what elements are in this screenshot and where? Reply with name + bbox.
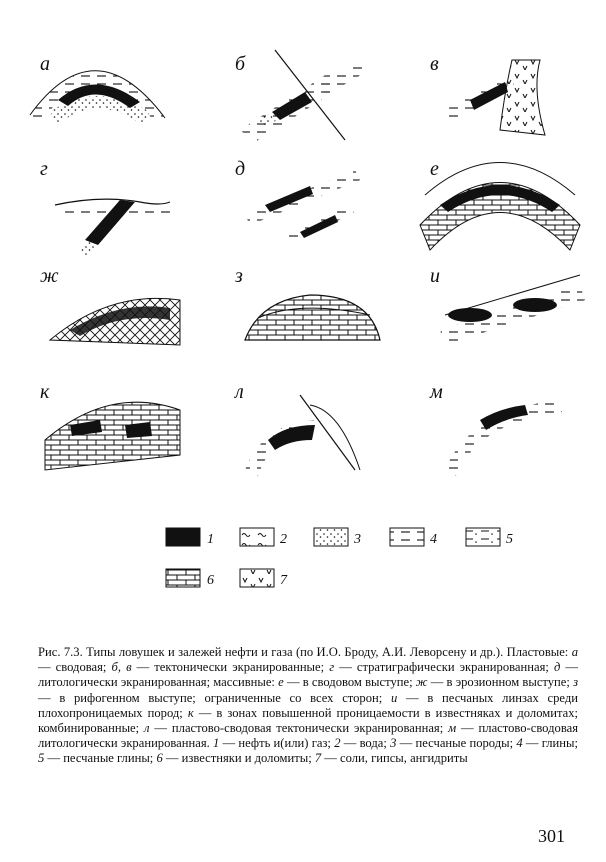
- caption-text: — глины;: [522, 736, 578, 751]
- panel-letter-b: б: [235, 53, 246, 75]
- legend-swatch-limestone: [166, 569, 200, 587]
- panel-letter-i: и: [430, 265, 440, 287]
- panel-d-lithologic: [245, 170, 360, 243]
- legend-num-3: 3: [354, 532, 361, 547]
- panel-letter-z: з: [235, 265, 243, 287]
- caption-letter: л: [144, 721, 150, 736]
- panel-zh-erosional: [50, 298, 180, 345]
- panel-l-fault-anticline: [245, 395, 360, 476]
- caption-number: 3: [390, 736, 397, 751]
- legend-num-4: 4: [430, 532, 437, 547]
- panel-v-salt-dome: [445, 60, 545, 135]
- panel-letter-l: л: [235, 381, 244, 403]
- page-number: 301: [538, 826, 565, 846]
- caption-text: — в эрозионном выступе;: [427, 675, 574, 690]
- caption-letter: м: [448, 721, 457, 736]
- caption-text: — в песчаных линзах среди плохопроницаемых пород;: [38, 690, 578, 720]
- caption-label: Рис. 7.3.: [38, 645, 83, 659]
- figure-caption: [38, 645, 578, 767]
- caption-text: — сводовая;: [38, 660, 112, 675]
- caption-letter: ж: [415, 675, 428, 690]
- legend-num-6: 6: [207, 573, 214, 588]
- legend-swatch-clay: [390, 528, 424, 546]
- legend-num-2: 2: [280, 532, 287, 547]
- panel-letter-d: д: [235, 158, 246, 180]
- caption-letter: к: [187, 705, 194, 720]
- panel-m-arch-lithologic: [445, 400, 562, 476]
- caption-text: — соли, гипсы, ангидриты: [321, 751, 468, 766]
- caption-text: — пластово-сводовая литологически экранированная.: [38, 721, 578, 751]
- caption-text: — литологически экранированная; массивные:: [38, 660, 579, 690]
- legend-num-7: 7: [280, 573, 287, 588]
- caption-number: 6: [156, 751, 163, 766]
- panel-letter-m: м: [430, 381, 443, 403]
- caption-letter: з: [573, 675, 579, 690]
- caption-text: — в зонах повышенной проницаемости в известняках и доломитах; комбинированные;: [38, 705, 579, 736]
- legend-swatch-sandy-clay: [466, 528, 500, 546]
- caption-text: — известняки и доломиты;: [162, 751, 315, 766]
- panel-letter-zh: ж: [40, 265, 59, 287]
- caption-text: — песчаные глины;: [44, 751, 157, 766]
- caption-letter: д: [553, 660, 561, 675]
- caption-text: — песчаные породы;: [396, 736, 517, 751]
- caption-text: — тектонически экранированные;: [131, 660, 330, 675]
- caption-letter: г: [329, 660, 335, 675]
- caption-number: 5: [38, 751, 45, 766]
- panel-letter-v: в: [430, 53, 439, 75]
- panel-letter-g: г: [40, 158, 48, 180]
- caption-letter: е: [278, 675, 284, 690]
- caption-text: Типы ловушек и залежей нефти и газа (по И.О. Броду, А.И. Леворсену и др.). Пластовые:: [82, 645, 572, 659]
- panel-letter-a: а: [40, 53, 50, 75]
- caption-text: — вода;: [340, 736, 391, 751]
- legend-num-1: 1: [207, 532, 214, 547]
- panel-letter-k: к: [40, 381, 50, 403]
- caption-letter: б, в: [111, 660, 132, 675]
- panel-letter-e: е: [430, 158, 439, 180]
- caption-number: 2: [334, 736, 341, 751]
- panel-z-reef: [245, 295, 380, 340]
- legend: [166, 528, 513, 588]
- panel-g-stratigraphic: [55, 199, 170, 260]
- caption-letter: а: [571, 645, 578, 659]
- panel-i-sand-lenses: [440, 275, 585, 345]
- caption-text: — в рифогенном выступе; ограниченные со всех сторон;: [38, 690, 392, 705]
- legend-num-5: 5: [506, 532, 513, 547]
- caption-text: — нефть и(или) газ;: [219, 736, 335, 751]
- panel-b-fault: [240, 50, 366, 142]
- caption-number: 7: [314, 751, 322, 766]
- caption-number: 4: [516, 736, 523, 751]
- caption-text: — стратиграфически экранированная;: [334, 660, 554, 675]
- legend-swatch-oil-gas: [166, 528, 200, 546]
- legend-swatch-water: [240, 528, 274, 546]
- caption-text: — в сводовом выступе;: [283, 675, 416, 690]
- panel-a-anticline: [30, 71, 165, 125]
- caption-number: 1: [213, 736, 220, 751]
- legend-swatch-sand: [314, 528, 348, 546]
- panel-k-carbonate: [45, 402, 180, 470]
- caption-text: — пластово-сводовая тектонически экранированная;: [149, 721, 449, 736]
- legend-swatch-salt: [240, 569, 274, 587]
- caption-letter: и: [391, 690, 398, 705]
- panel-e-massive-arch: [420, 163, 580, 251]
